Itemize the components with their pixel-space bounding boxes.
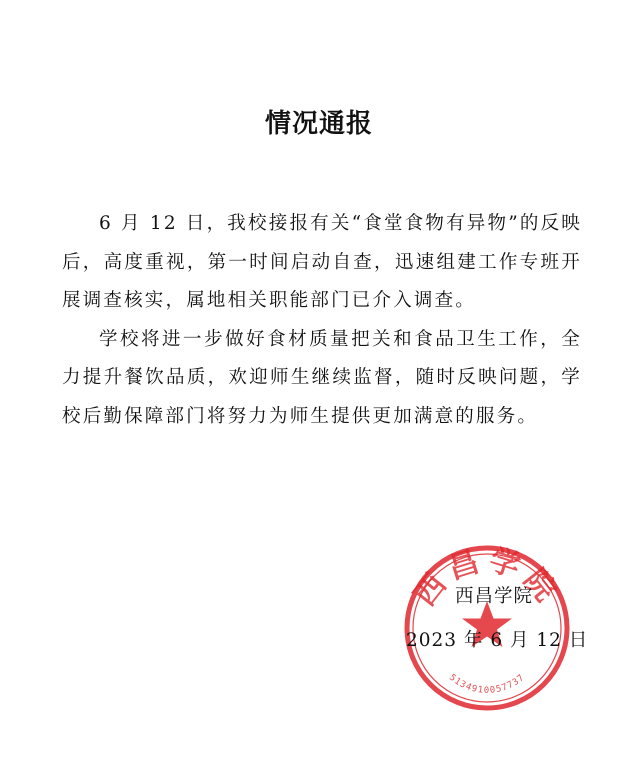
- signature-date: 2023 年 6 月 12 日: [406, 630, 589, 651]
- signature-organization: 西昌学院: [455, 586, 534, 607]
- document-body: [62, 205, 582, 436]
- seal-name-text: 西昌学院: [407, 543, 567, 613]
- seal-number-text: 5134910057737: [447, 672, 527, 696]
- document-title: 情况通报: [264, 109, 373, 139]
- body-paragraph-1: 6 月 12 日，我校接报有关“食堂食物有异物”的反映后，高度重视，第一时间启动自查，迅速组建工作专班开展调查核实，属地相关职能部门已介入调查。: [62, 213, 582, 311]
- body-paragraph-2: 学校将进一步做好食材质量把关和食品卫生工作，全力提升餐饮品质，欢迎师生继续监督，随时反映问题，学校后勤保障部门将努力为师生提供更加满意的服务。: [62, 328, 582, 427]
